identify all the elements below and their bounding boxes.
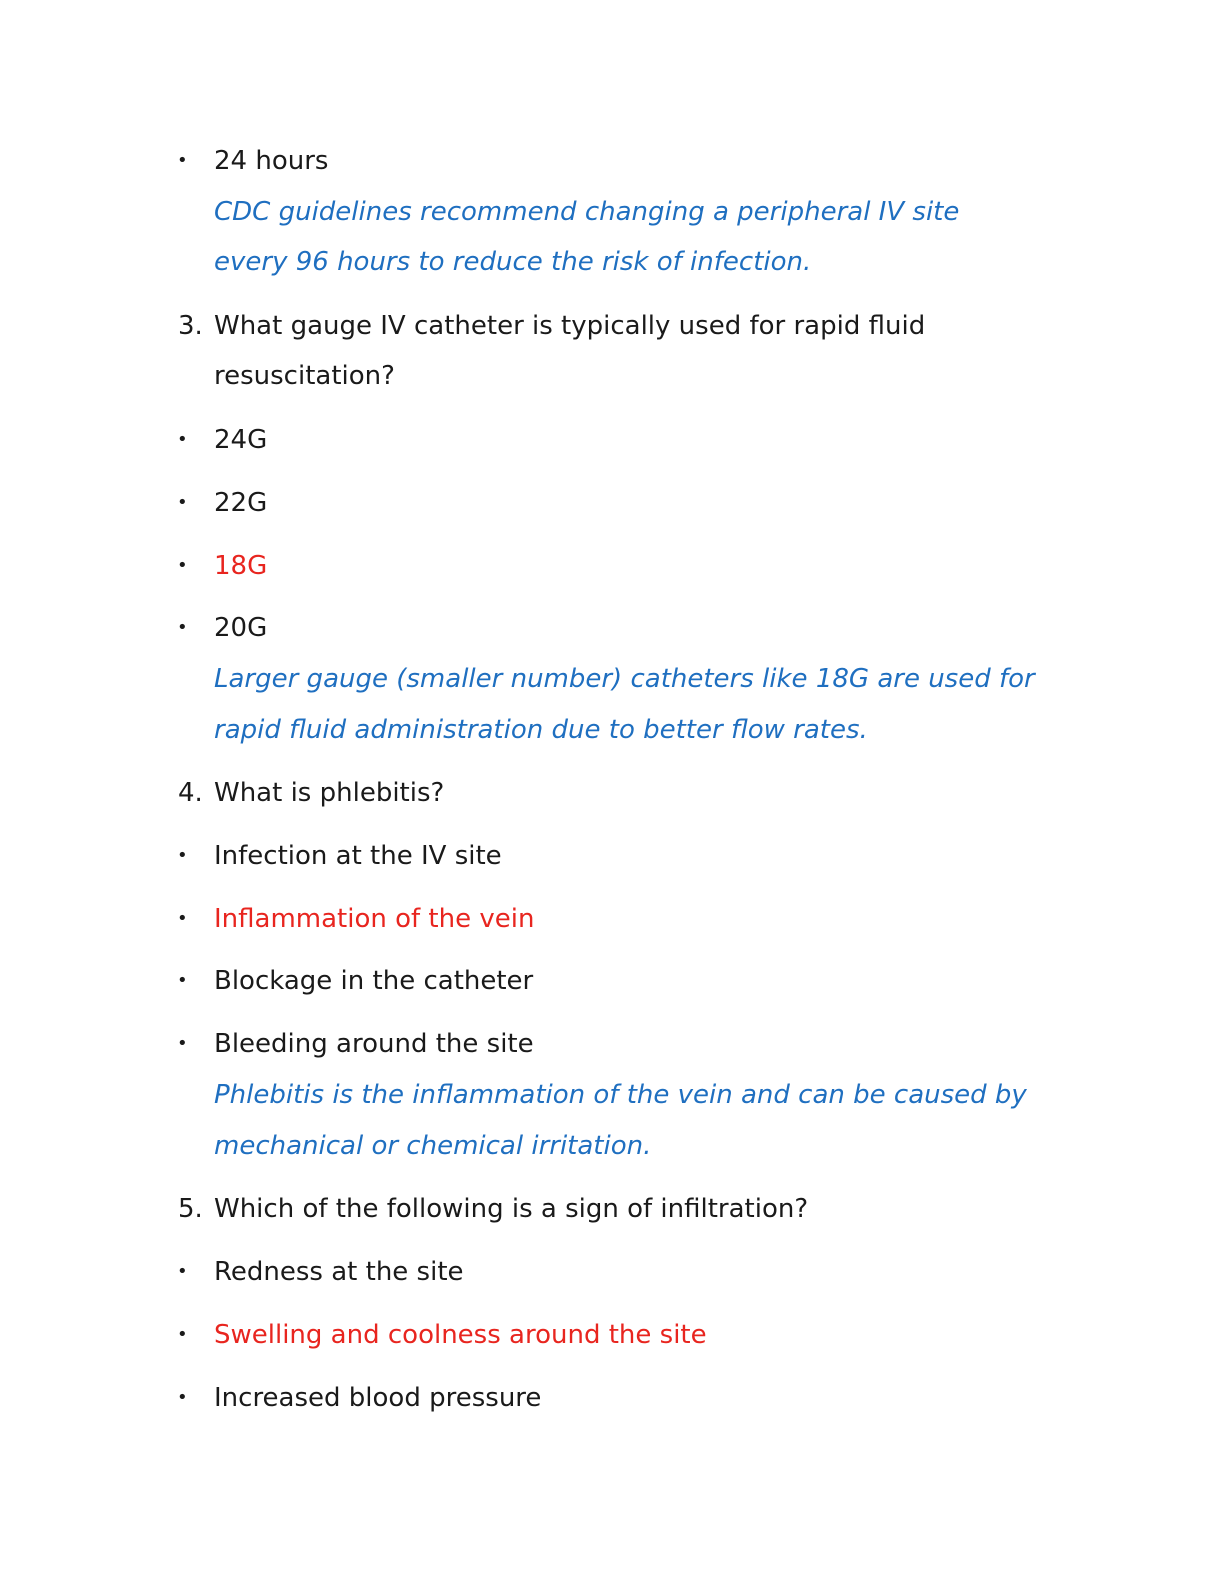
- option-item: Increased blood pressure: [214, 1383, 542, 1413]
- question-number: 4.: [178, 778, 203, 808]
- explanation-line: rapid fluid administration due to better flow rates.: [214, 715, 868, 745]
- question-text: Which of the following is a sign of infiltration?: [214, 1194, 809, 1224]
- explanation-line: mechanical or chemical irritation.: [214, 1131, 652, 1161]
- correct-option: Inflammation of the vein: [214, 904, 535, 934]
- option-item: Redness at the site: [214, 1257, 464, 1287]
- bullet-icon: •: [177, 150, 188, 171]
- question-number: 3.: [178, 311, 203, 341]
- option-item: 22G: [214, 488, 268, 518]
- bullet-icon: •: [177, 617, 188, 638]
- bullet-icon: •: [177, 1324, 188, 1345]
- bullet-icon: •: [177, 1033, 188, 1054]
- bullet-icon: •: [177, 555, 188, 576]
- option-item: Bleeding around the site: [214, 1029, 534, 1059]
- explanation-line: Larger gauge (smaller number) catheters like 18G are used for: [214, 664, 1035, 694]
- option-item: 20G: [214, 613, 268, 643]
- explanation-line: every 96 hours to reduce the risk of infection.: [214, 247, 812, 277]
- explanation-line: CDC guidelines recommend changing a peripheral IV site: [214, 197, 960, 227]
- correct-option: 18G: [214, 551, 268, 581]
- bullet-icon: •: [177, 908, 188, 929]
- correct-option: Swelling and coolness around the site: [214, 1320, 707, 1350]
- bullet-icon: •: [177, 1261, 188, 1282]
- bullet-icon: •: [177, 970, 188, 991]
- option-item: Blockage in the catheter: [214, 966, 534, 996]
- option-item: Infection at the IV site: [214, 841, 502, 871]
- bullet-icon: •: [177, 492, 188, 513]
- question-text: What is phlebitis?: [214, 778, 445, 808]
- bullet-icon: •: [177, 845, 188, 866]
- question-text: What gauge IV catheter is typically used for rapid fluid: [214, 311, 926, 341]
- bullet-icon: •: [177, 429, 188, 450]
- bullet-icon: •: [177, 1387, 188, 1408]
- option-item: 24G: [214, 425, 268, 455]
- explanation-line: Phlebitis is the inflammation of the vein and can be caused by: [214, 1080, 1027, 1110]
- question-number: 5.: [178, 1194, 203, 1224]
- question-text: resuscitation?: [214, 361, 395, 391]
- option-item: 24 hours: [214, 146, 329, 176]
